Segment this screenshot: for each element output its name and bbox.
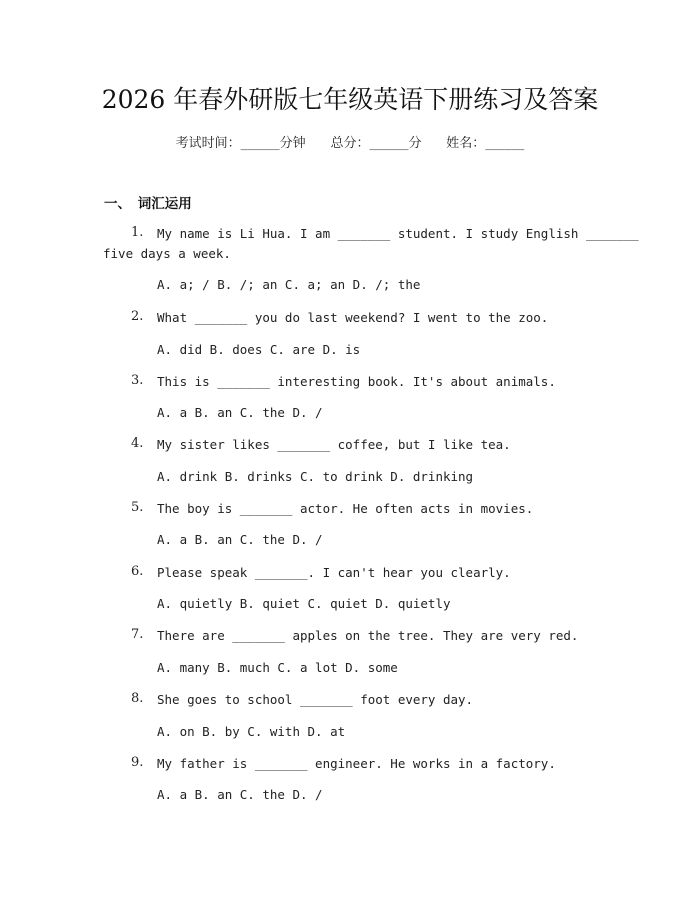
question-text: My sister likes _______ coffee, but I like tea. bbox=[157, 437, 511, 452]
question-options: A. drink B. drinks C. to drink D. drinking bbox=[157, 469, 474, 484]
question-text: Please speak _______. I can't hear you clearly. bbox=[157, 565, 511, 580]
section-heading: 一、 词汇运用 bbox=[104, 196, 192, 212]
exam-score: 总分：______分 bbox=[330, 136, 422, 151]
question-options: A. a B. an C. the D. / bbox=[157, 787, 323, 802]
question-options: A. a B. an C. the D. / bbox=[157, 405, 323, 420]
question-text: She goes to school _______ foot every day. bbox=[157, 692, 474, 707]
question-text: This is _______ interesting book. It's about animals. bbox=[157, 374, 556, 389]
question-number: 2. bbox=[131, 309, 144, 324]
question-number: 5. bbox=[131, 500, 144, 515]
question-number: 9. bbox=[131, 755, 144, 770]
exam-meta bbox=[0, 132, 700, 151]
question-text: There are _______ apples on the tree. They are very red. bbox=[157, 628, 579, 643]
page-title: 2026 年春外研版七年级英语下册练习及答案 bbox=[101, 85, 599, 114]
question-options: A. quietly B. quiet C. quiet D. quietly bbox=[157, 596, 451, 611]
question-number: 3. bbox=[131, 373, 144, 388]
question-number: 8. bbox=[131, 691, 144, 706]
question-options: A. on B. by C. with D. at bbox=[157, 724, 346, 739]
student-name: 姓名：______ bbox=[446, 136, 525, 151]
question-number: 6. bbox=[131, 564, 144, 579]
question-text: My name is Li Hua. I am _______ student. I study English _______ bbox=[157, 226, 639, 241]
question-options: A. many B. much C. a lot D. some bbox=[157, 660, 398, 675]
question-number: 1. bbox=[131, 225, 144, 240]
question-options: A. did B. does C. are D. is bbox=[157, 342, 361, 357]
question-number: 4. bbox=[131, 436, 144, 451]
question-options: A. a B. an C. the D. / bbox=[157, 532, 323, 547]
question-number: 7. bbox=[131, 627, 144, 642]
question-options: A. a; / B. /; an C. a; an D. /; the bbox=[157, 277, 421, 292]
question-text: The boy is _______ actor. He often acts in movies. bbox=[157, 501, 534, 516]
exam-time: 考试时间：______分钟 bbox=[175, 136, 306, 151]
question-text-continued: five days a week. bbox=[103, 246, 231, 261]
question-text: My father is _______ engineer. He works in a factory. bbox=[157, 756, 556, 771]
question-text: What _______ you do last weekend? I went to the zoo. bbox=[157, 310, 549, 325]
